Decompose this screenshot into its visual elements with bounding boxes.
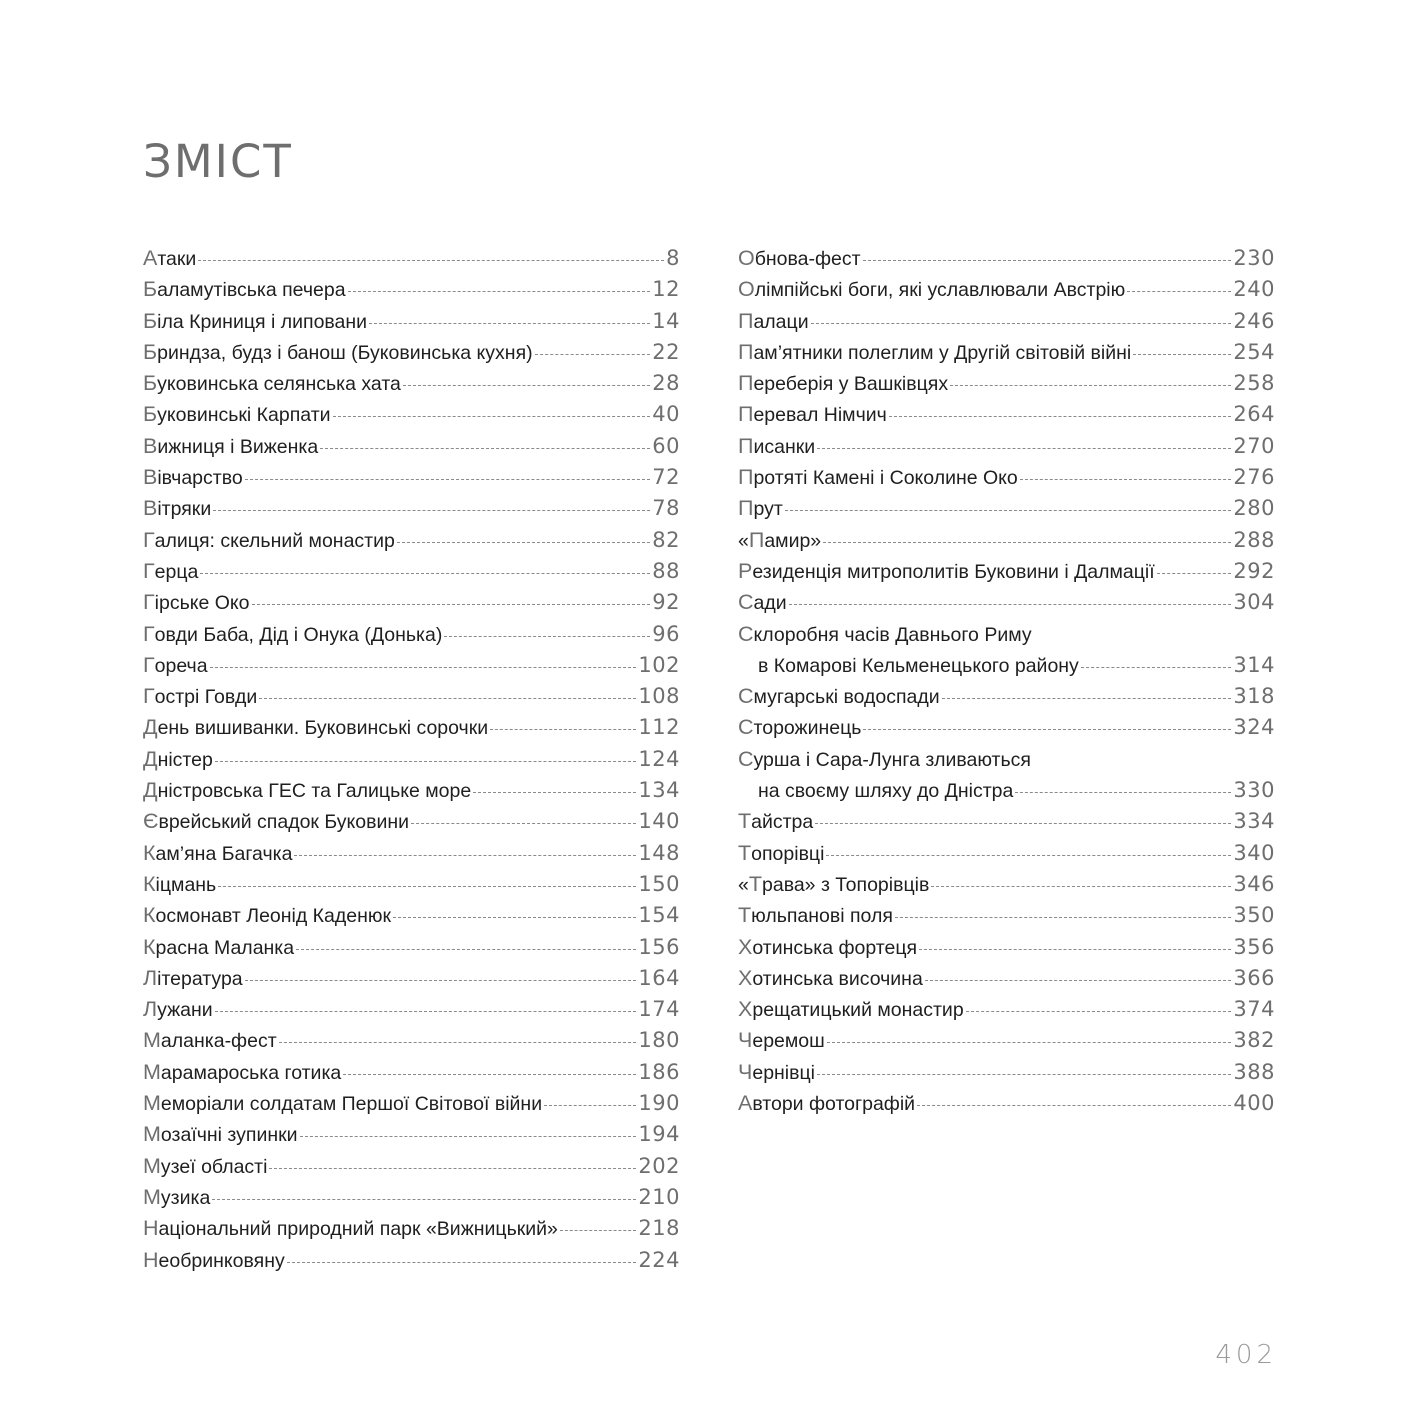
dot-leader <box>294 855 636 856</box>
toc-entry-title: Переберія у Вашківцях <box>738 371 949 396</box>
toc-entry[interactable] <box>738 1057 1275 1088</box>
toc-entry[interactable] <box>143 1088 680 1119</box>
toc-entry-title: Перевал Німчич <box>738 402 887 427</box>
dot-leader <box>966 1011 1232 1012</box>
toc-entry[interactable] <box>738 306 1275 337</box>
toc-entry-title: Хотинська фортеця <box>738 934 918 959</box>
toc-entry-page: 150 <box>638 871 680 896</box>
toc-entry[interactable] <box>143 587 680 618</box>
toc-entry[interactable] <box>143 838 680 869</box>
dot-leader <box>1127 291 1231 292</box>
toc-entry[interactable] <box>738 1088 1275 1119</box>
toc-entry[interactable] <box>738 368 1275 399</box>
toc-entry[interactable] <box>738 337 1275 368</box>
toc-entry-page: 22 <box>652 339 680 364</box>
toc-entry-page: 382 <box>1233 1028 1275 1053</box>
toc-entry-page: 356 <box>1233 934 1275 959</box>
toc-entry[interactable] <box>738 994 1275 1025</box>
dot-leader <box>320 448 650 449</box>
toc-entry-title: День вишиванки. Буковинські сорочки <box>143 715 489 740</box>
toc-entry-page: 264 <box>1233 402 1275 427</box>
toc-entry-title: Національний природний парк «Вижницький» <box>143 1216 558 1241</box>
toc-entry-page: 12 <box>652 277 680 302</box>
toc-entry-page: 224 <box>638 1247 680 1272</box>
toc-entry-page: 82 <box>652 527 680 552</box>
toc-entry-title: Вижниця і Виженка <box>143 433 319 458</box>
toc-entry-title: Черемош <box>738 1028 825 1053</box>
toc-entry-title: Лужани <box>143 997 213 1022</box>
dot-leader <box>200 573 650 574</box>
toc-entry[interactable] <box>143 337 680 368</box>
toc-entry-title: Палаци <box>738 308 809 333</box>
toc-entry-page: 276 <box>1233 465 1275 490</box>
toc-entry-title: Необринковяну <box>143 1247 285 1272</box>
toc-entry-title: Буковинські Карпати <box>143 402 331 427</box>
dot-leader <box>343 1074 636 1075</box>
toc-entry-page: 78 <box>652 496 680 521</box>
toc-entry[interactable] <box>738 744 1275 775</box>
toc-entry-page: 180 <box>638 1028 680 1053</box>
toc-entry-page: 288 <box>1233 527 1275 552</box>
toc-entry-title: Автори фотографій <box>738 1091 916 1116</box>
toc-entry-title: Вівчарство <box>143 465 243 490</box>
toc-entry-page: 108 <box>638 684 680 709</box>
toc-entry-title: Буковинська селянська хата <box>143 371 401 396</box>
toc-entry[interactable] <box>738 775 1275 806</box>
toc-entry[interactable] <box>143 399 680 430</box>
toc-entry-title: Сурша і Сара-Лунга зливаються <box>738 746 1031 771</box>
toc-entry-page: 366 <box>1233 965 1275 990</box>
dot-leader <box>863 729 1231 730</box>
toc-entry-page: 340 <box>1233 840 1275 865</box>
toc-entry[interactable] <box>738 431 1275 462</box>
toc-entry-page: 240 <box>1233 277 1275 302</box>
dot-leader <box>560 1230 637 1231</box>
dot-leader <box>823 542 1231 543</box>
toc-entry[interactable] <box>143 963 680 994</box>
dot-leader <box>863 260 1232 261</box>
dot-leader <box>785 510 1232 511</box>
toc-entry-title: Бриндза, будз і банош (Буковинська кухня) <box>143 339 533 364</box>
dot-leader <box>490 729 636 730</box>
dot-leader <box>215 761 637 762</box>
dot-leader <box>259 698 636 699</box>
toc-entry-page: 202 <box>638 1153 680 1178</box>
dot-leader <box>1157 573 1232 574</box>
toc-entry-page: 40 <box>652 402 680 427</box>
toc-entry-page: 186 <box>638 1059 680 1084</box>
toc-entry[interactable] <box>143 932 680 963</box>
toc-entry-title: Біла Криниця і липовани <box>143 308 368 333</box>
toc-entry-page: 270 <box>1233 433 1275 458</box>
toc-entry-title: Хотинська височина <box>738 965 923 990</box>
toc-entry-title: Чернівці <box>738 1059 815 1084</box>
toc-entry[interactable] <box>143 525 680 556</box>
toc-entry-page: 148 <box>638 840 680 865</box>
toc-entry-title: Тюльпанові поля <box>738 903 893 928</box>
toc-entry-page: 246 <box>1233 308 1275 333</box>
toc-entry-title: Галиця: скельний монастир <box>143 527 395 552</box>
dot-leader <box>817 448 1231 449</box>
toc-entry-title: Вітряки <box>143 496 212 521</box>
toc-entry-title: Космонавт Леонід Каденюк <box>143 903 392 928</box>
toc-entry-page: 174 <box>638 997 680 1022</box>
dot-leader <box>245 479 651 480</box>
page-number: 402 <box>1215 1340 1277 1370</box>
toc-entry-page: 190 <box>638 1091 680 1116</box>
toc-entry-title: Атаки <box>143 246 197 270</box>
toc-entry[interactable] <box>738 806 1275 837</box>
toc-entry-page: 156 <box>638 934 680 959</box>
toc-entry-title: «Трава» з Топорівців <box>738 871 930 896</box>
toc-entry[interactable] <box>738 525 1275 556</box>
toc-entry[interactable] <box>738 619 1275 650</box>
toc-entry[interactable] <box>143 556 680 587</box>
dot-leader <box>917 1105 1231 1106</box>
toc-entry-page: 324 <box>1233 715 1275 740</box>
dot-leader <box>403 385 650 386</box>
toc-entry[interactable] <box>738 274 1275 305</box>
toc-entry-page: 258 <box>1233 371 1275 396</box>
toc-entry-title: Меморіали солдатам Першої Світової війни <box>143 1091 543 1116</box>
toc-entry-title: на своєму шляху до Дністра <box>758 780 1014 803</box>
toc-entry[interactable] <box>738 712 1275 743</box>
dot-leader <box>252 604 651 605</box>
dot-leader <box>212 1199 636 1200</box>
dot-leader <box>535 354 651 355</box>
toc-entry[interactable] <box>738 932 1275 963</box>
toc-entry[interactable] <box>738 838 1275 869</box>
toc-entry-title: Дністер <box>143 746 213 771</box>
toc-entry-title: Марамароська готика <box>143 1059 342 1084</box>
toc-entry[interactable] <box>738 1025 1275 1056</box>
dot-leader <box>393 917 636 918</box>
dot-leader <box>817 1074 1231 1075</box>
toc-left-column <box>143 243 680 1276</box>
toc-entry[interactable] <box>738 900 1275 931</box>
dot-leader <box>942 698 1232 699</box>
toc-entry[interactable] <box>738 681 1275 712</box>
toc-entry-page: 304 <box>1233 590 1275 615</box>
toc-entry-page: 314 <box>1233 652 1275 677</box>
dot-leader <box>1015 792 1231 793</box>
dot-leader <box>950 385 1231 386</box>
toc-entry-page: 400 <box>1233 1091 1275 1116</box>
toc-entry-title: Сади <box>738 590 787 615</box>
dot-leader <box>826 855 1231 856</box>
toc-entry[interactable] <box>143 619 680 650</box>
toc-entry[interactable] <box>738 587 1275 618</box>
toc-entry-title: Гострі Говди <box>143 684 258 709</box>
toc-entry-title: «Памир» <box>738 527 822 552</box>
dot-leader <box>296 949 636 950</box>
toc-entry[interactable] <box>143 1182 680 1213</box>
toc-entry[interactable] <box>143 681 680 712</box>
toc-entry-title: Музеї області <box>143 1153 268 1178</box>
toc-entry[interactable] <box>143 900 680 931</box>
toc-entry[interactable] <box>143 775 680 806</box>
toc-entry[interactable] <box>738 399 1275 430</box>
toc-entry-page: 334 <box>1233 809 1275 834</box>
toc-entry-page: 88 <box>652 558 680 583</box>
toc-entry-title: Кіцмань <box>143 871 217 896</box>
toc-entry-title: Єврейський спадок Буковини <box>143 809 409 834</box>
dot-leader <box>397 542 650 543</box>
toc-entry-page: 140 <box>638 809 680 834</box>
toc-entry-page: 60 <box>652 433 680 458</box>
dot-leader <box>444 636 650 637</box>
toc-entry-page: 134 <box>638 778 680 803</box>
toc-entry-title: Література <box>143 965 243 990</box>
toc-entry-title: Прут <box>738 496 783 521</box>
toc-entry-title: Протяті Камені і Соколине Око <box>738 465 1018 490</box>
dot-leader <box>544 1105 636 1106</box>
toc-entry-page: 112 <box>638 715 680 740</box>
toc-entry-title: Кам’яна Багачка <box>143 840 293 865</box>
dot-leader <box>919 949 1231 950</box>
toc-entry-page: 330 <box>1233 778 1275 803</box>
toc-entry[interactable] <box>738 493 1275 524</box>
dot-leader <box>348 291 651 292</box>
toc-entry-title: в Комарові Кельменецького району <box>758 654 1079 677</box>
toc-entry-page: 124 <box>638 746 680 771</box>
dot-leader <box>1133 354 1231 355</box>
toc-entry-page: 346 <box>1233 871 1275 896</box>
toc-entry[interactable] <box>738 462 1275 493</box>
dot-leader <box>245 980 637 981</box>
dot-leader <box>473 792 636 793</box>
dot-leader <box>198 260 664 261</box>
toc-entry-title: Пам’ятники полеглим у Другій світовій війні <box>738 339 1132 364</box>
toc-entry-title: Герца <box>143 558 199 583</box>
toc-right-column <box>738 243 1275 1119</box>
toc-entry-page: 154 <box>638 903 680 928</box>
toc-entry-page: 102 <box>638 652 680 677</box>
toc-entry-page: 194 <box>638 1122 680 1147</box>
toc-entry-title: Музика <box>143 1184 211 1209</box>
dot-leader <box>411 823 636 824</box>
toc-entry-page: 164 <box>638 965 680 990</box>
toc-entry[interactable] <box>143 1151 680 1182</box>
toc-entry[interactable] <box>143 650 680 681</box>
toc-entry-page: 374 <box>1233 997 1275 1022</box>
toc-entry-page: 350 <box>1233 903 1275 928</box>
toc-entry-title: Хрещатицький монастир <box>738 997 964 1022</box>
toc-entry[interactable] <box>143 994 680 1025</box>
toc-entry-title: Олімпійські боги, які уславлювали Австрію <box>738 277 1126 302</box>
toc-entry[interactable] <box>143 368 680 399</box>
toc-entry-title: Говди Баба, Дід і Онука (Донька) <box>143 621 443 646</box>
toc-entry-page: 72 <box>652 465 680 490</box>
dot-leader <box>931 886 1231 887</box>
dot-leader <box>789 604 1232 605</box>
toc-entry-page: 28 <box>652 371 680 396</box>
toc-entry[interactable] <box>738 650 1275 681</box>
dot-leader <box>827 1042 1232 1043</box>
toc-entry[interactable] <box>143 1213 680 1244</box>
toc-entry-title: Дністровська ГЕС та Галицьке море <box>143 778 472 803</box>
toc-entry[interactable] <box>738 243 1275 274</box>
toc-entry-page: 218 <box>638 1216 680 1241</box>
toc-entry-page: 96 <box>652 621 680 646</box>
toc-entry-page: 388 <box>1233 1059 1275 1084</box>
toc-entry-page: 254 <box>1233 339 1275 364</box>
toc-entry[interactable] <box>143 306 680 337</box>
dot-leader <box>1081 667 1232 668</box>
dot-leader <box>811 323 1232 324</box>
toc-entry[interactable] <box>143 243 680 274</box>
toc-entry-title: Гореча <box>143 652 208 677</box>
dot-leader <box>1020 479 1232 480</box>
toc-entry[interactable] <box>738 556 1275 587</box>
toc-entry-title: Сторожинець <box>738 715 862 740</box>
toc-entry-title: Склоробня часів Давнього Риму <box>738 621 1032 646</box>
dot-leader <box>210 667 637 668</box>
toc-entry-page: 230 <box>1233 246 1275 270</box>
dot-leader <box>889 416 1232 417</box>
dot-leader <box>279 1042 637 1043</box>
toc-entry-title: Резиденція митрополитів Буковини і Далмації <box>738 558 1155 583</box>
toc-entry-title: Баламутівська печера <box>143 277 346 302</box>
toc-entry[interactable] <box>143 274 680 305</box>
toc-entry-page: 210 <box>638 1184 680 1209</box>
toc-entry[interactable] <box>143 462 680 493</box>
dot-leader <box>895 917 1231 918</box>
toc-entry-page: 92 <box>652 590 680 615</box>
toc-entry-page: 292 <box>1233 558 1275 583</box>
toc-entry-title: Писанки <box>738 433 816 458</box>
toc-entry[interactable] <box>143 431 680 462</box>
page-title: ЗМІСТ <box>143 135 293 188</box>
toc-entry[interactable] <box>143 1025 680 1056</box>
toc-entry-title: Мозаїчні зупинки <box>143 1122 298 1147</box>
toc-entry[interactable] <box>738 963 1275 994</box>
toc-entry[interactable] <box>143 744 680 775</box>
dot-leader <box>218 886 636 887</box>
toc-entry[interactable] <box>143 1119 680 1150</box>
dot-leader <box>300 1136 637 1137</box>
dot-leader <box>369 323 650 324</box>
toc-entry[interactable] <box>143 1245 680 1276</box>
toc-entry-page: 318 <box>1233 684 1275 709</box>
dot-leader <box>269 1168 636 1169</box>
toc-entry-title: Тайстра <box>738 809 814 834</box>
dot-leader <box>333 416 651 417</box>
dot-leader <box>925 980 1232 981</box>
toc-entry[interactable] <box>143 806 680 837</box>
toc-entry-title: Гірське Око <box>143 590 250 615</box>
toc-entry-title: Красна Маланка <box>143 934 295 959</box>
toc-entry-title: Маланка-фест <box>143 1028 277 1053</box>
toc-entry[interactable] <box>143 493 680 524</box>
dot-leader <box>213 510 650 511</box>
dot-leader <box>287 1262 637 1263</box>
toc-entry-title: Обнова-фест <box>738 246 861 270</box>
dot-leader <box>215 1011 637 1012</box>
toc-entry[interactable] <box>143 712 680 743</box>
dot-leader <box>815 823 1231 824</box>
toc-entry-page: 14 <box>652 308 680 333</box>
toc-entry-title: Смугарські водоспади <box>738 684 940 709</box>
toc-entry[interactable] <box>738 869 1275 900</box>
toc-entry-page: 280 <box>1233 496 1275 521</box>
toc-entry[interactable] <box>143 869 680 900</box>
toc-entry-page: 8 <box>666 246 680 270</box>
toc-entry-title: Топорівці <box>738 840 825 865</box>
toc-entry[interactable] <box>143 1057 680 1088</box>
